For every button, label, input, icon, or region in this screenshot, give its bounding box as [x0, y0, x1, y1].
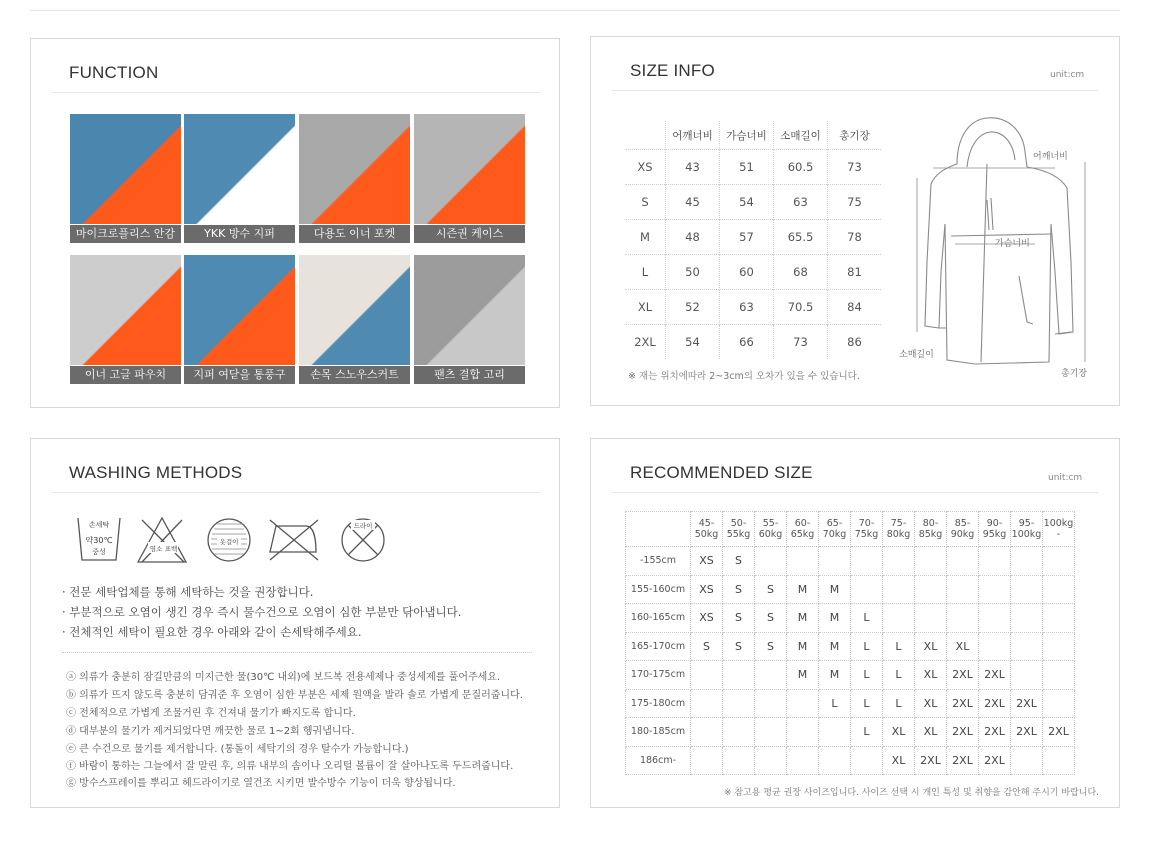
jacket-hood-outline	[957, 118, 1027, 167]
size-label: S	[625, 185, 666, 220]
weight-header	[755, 512, 787, 547]
size-header-length: 총기장	[828, 121, 882, 150]
recommended-cell: XL	[915, 632, 947, 661]
height-label: -155cm	[626, 547, 691, 576]
weight-header	[723, 512, 755, 547]
size-info-title: SIZE INFO	[630, 61, 715, 80]
recommended-cell	[947, 547, 979, 576]
recommended-cell: 2XL	[979, 718, 1011, 747]
washing-step-g: ⓖ 방수스프레이를 뿌리고 헤드라이기로 열건조 시키면 발수방수 기능이 더욱 향상됩니다.	[66, 778, 456, 789]
size-value: 81	[828, 255, 882, 290]
weight-header-line1: 65-	[826, 518, 843, 529]
weight-header	[1011, 512, 1043, 547]
recommended-cell	[1011, 746, 1043, 775]
recommended-cell	[1043, 689, 1075, 718]
washing-icons	[72, 512, 392, 570]
weight-header-line2: 90kg	[950, 529, 975, 540]
weight-header	[691, 512, 723, 547]
recommended-cell	[979, 632, 1011, 661]
recommended-unit: unit:cm	[1048, 473, 1083, 483]
size-header-shoulder: 어깨너비	[666, 121, 720, 150]
recommended-cell: S	[723, 547, 755, 576]
recommended-cell: 2XL	[1011, 689, 1043, 718]
washing-bullet-2: · 부분적으로 오염이 생긴 경우 즉시 물수건으로 오염이 심한 부분만 닦아냅니다.	[62, 605, 462, 619]
recommended-cell	[883, 575, 915, 604]
function-photo	[184, 114, 295, 224]
weight-header-line2: -	[1056, 529, 1061, 540]
recommended-cell: L	[851, 632, 883, 661]
recommended-cell: 2XL	[947, 689, 979, 718]
size-value: 63	[720, 290, 774, 325]
size-value: 57	[720, 220, 774, 255]
recommended-cell	[755, 661, 787, 690]
jacket-chest-seam	[951, 234, 1051, 236]
size-value: 65.5	[774, 220, 828, 255]
recommended-cell: S	[723, 604, 755, 633]
washing-step-d: ⓓ 대부분의 물기가 제거되었다면 깨끗한 물로 1~2회 헹궈냅니다.	[66, 726, 355, 737]
function-photo	[299, 255, 410, 365]
size-row	[625, 185, 881, 220]
diagram-label-length: 총기장	[1061, 369, 1088, 379]
function-title: FUNCTION	[69, 63, 159, 82]
recommended-cell	[691, 689, 723, 718]
size-value: 84	[828, 290, 882, 325]
function-photo	[414, 114, 525, 224]
weight-header-line2: 75kg	[854, 529, 879, 540]
recommended-cell	[915, 547, 947, 576]
recommended-cell: M	[787, 575, 819, 604]
weight-header	[915, 512, 947, 547]
recommended-cell	[755, 718, 787, 747]
jacket-zipper	[981, 164, 987, 362]
dry-hanger-label: 옷걸이	[219, 538, 239, 546]
function-caption: 시즌권 케이스	[414, 225, 525, 243]
size-value: 73	[774, 325, 828, 360]
washing-step-b: ⓑ 의류가 뜨지 않도록 충분히 담궈준 후 오염이 심한 부분은 세제 원액을 발라 솔로 가볍게 문질러줍니다.	[66, 690, 523, 701]
recommended-note: ※ 참고용 평균 권장 사이즈입니다. 사이즈 선택 시 개인 특성 및 취향을 감안해 주시기 바랍니다.	[724, 788, 1099, 798]
recommended-cell: XL	[883, 718, 915, 747]
recommended-cell	[787, 746, 819, 775]
recommended-row	[626, 632, 1075, 661]
function-title-underline	[52, 92, 540, 93]
recommended-cell: L	[851, 661, 883, 690]
recommended-cell	[1043, 547, 1075, 576]
recommended-cell	[787, 547, 819, 576]
recommended-cell	[787, 689, 819, 718]
recommended-cell	[787, 718, 819, 747]
size-value: 75	[828, 185, 882, 220]
function-tile	[414, 255, 525, 384]
recommended-cell	[1011, 575, 1043, 604]
function-tile	[299, 114, 410, 243]
function-photo	[70, 255, 181, 365]
function-tile	[184, 255, 295, 384]
recommended-cell: XL	[883, 746, 915, 775]
function-caption: 마이크로플리스 안감	[70, 225, 181, 243]
height-label: 165-170cm	[626, 632, 691, 661]
weight-header-line1: 70-	[858, 518, 875, 529]
height-label: 186cm-	[626, 746, 691, 775]
size-value: 66	[720, 325, 774, 360]
recommended-cell: 2XL	[1011, 718, 1043, 747]
weight-header	[947, 512, 979, 547]
weight-header	[851, 512, 883, 547]
recommended-cell: 2XL	[947, 661, 979, 690]
size-info-note: ※ 재는 위치에따라 2~3cm의 오차가 있을 수 있습니다.	[628, 371, 860, 382]
recommended-cell	[915, 575, 947, 604]
size-value: 54	[720, 185, 774, 220]
recommended-cell: 2XL	[947, 718, 979, 747]
recommended-cell	[883, 604, 915, 633]
washing-bullet-1: · 전문 세탁업체를 통해 세탁하는 것을 권장합니다.	[62, 585, 314, 599]
recommended-cell: S	[691, 632, 723, 661]
size-row	[625, 255, 881, 290]
jacket-diagram	[895, 112, 1110, 382]
recommended-row	[626, 718, 1075, 747]
recommended-cell: M	[819, 604, 851, 633]
recommended-cell: L	[883, 632, 915, 661]
recommended-cell	[723, 746, 755, 775]
size-row	[625, 220, 881, 255]
weight-header	[883, 512, 915, 547]
hand-wash-temp: 약30℃	[85, 536, 113, 545]
recommended-cell	[1043, 575, 1075, 604]
weight-header-line2: 65kg	[790, 529, 815, 540]
recommended-cell: S	[755, 604, 787, 633]
height-label: 180-185cm	[626, 718, 691, 747]
weight-header-line1: 45-	[698, 518, 715, 529]
size-label: XS	[625, 150, 666, 185]
dry-clean-label: 드라이	[353, 522, 373, 530]
recommended-cell	[883, 547, 915, 576]
recommended-cell: XL	[915, 661, 947, 690]
recommended-cell	[819, 718, 851, 747]
recommended-cell: XL	[915, 718, 947, 747]
recommended-cell: 2XL	[979, 689, 1011, 718]
recommended-cell	[1043, 661, 1075, 690]
weight-header-line2: 85kg	[918, 529, 943, 540]
recommended-cell	[851, 547, 883, 576]
recommended-cell	[1011, 661, 1043, 690]
diagram-label-shoulder: 어깨너비	[1033, 152, 1068, 162]
recommended-cell: M	[819, 632, 851, 661]
jacket-left-sleeve	[925, 164, 957, 328]
weight-header	[787, 512, 819, 547]
recommended-cell: 2XL	[915, 746, 947, 775]
recommended-cell	[723, 661, 755, 690]
recommended-cell	[691, 718, 723, 747]
washing-divider	[62, 652, 532, 653]
recommended-cell	[755, 547, 787, 576]
recommended-cell: L	[819, 689, 851, 718]
recommended-cell	[1043, 604, 1075, 633]
weight-header-line1: 95-	[1018, 518, 1035, 529]
recommended-row	[626, 689, 1075, 718]
recommended-cell: S	[755, 575, 787, 604]
function-caption: 팬츠 결합 고리	[414, 366, 525, 384]
function-photo	[414, 255, 525, 365]
recommended-cell	[819, 547, 851, 576]
height-label: 170-175cm	[626, 661, 691, 690]
recommended-cell	[1043, 632, 1075, 661]
weight-header-line1: 90-	[986, 518, 1003, 529]
weight-header-line2: 70kg	[822, 529, 847, 540]
recommended-cell: M	[787, 661, 819, 690]
hand-wash-label: 손세탁	[88, 521, 110, 529]
recommended-cell: XS	[691, 547, 723, 576]
recommended-cell	[1011, 632, 1043, 661]
size-info-unit: unit:cm	[1050, 70, 1085, 80]
recommended-cell: L	[851, 689, 883, 718]
jacket-hood-inner	[967, 132, 1015, 167]
size-value: 48	[666, 220, 720, 255]
weight-header-line1: 80-	[922, 518, 939, 529]
recommended-cell	[1011, 604, 1043, 633]
weight-header	[1043, 512, 1075, 547]
weight-header-line1: 75-	[890, 518, 907, 529]
recommended-cell	[915, 604, 947, 633]
recommended-row	[626, 661, 1075, 690]
recommended-cell: 2XL	[979, 661, 1011, 690]
jacket-chest-pocket	[987, 198, 993, 230]
function-tile	[299, 255, 410, 384]
size-row	[625, 325, 881, 360]
recommended-cell: XL	[947, 632, 979, 661]
size-value: 70.5	[774, 290, 828, 325]
size-value: 78	[828, 220, 882, 255]
washing-title: WASHING METHODS	[69, 463, 243, 482]
function-caption: 이너 고글 파우치	[70, 366, 181, 384]
size-header-corner	[625, 121, 666, 150]
size-value: 54	[666, 325, 720, 360]
size-value: 68	[774, 255, 828, 290]
recommended-cell: XS	[691, 604, 723, 633]
function-tile	[184, 114, 295, 243]
weight-header-line1: 100kg	[1043, 518, 1074, 529]
recommended-cell	[723, 689, 755, 718]
size-label: L	[625, 255, 666, 290]
function-tile	[70, 255, 181, 384]
recommended-row	[626, 604, 1075, 633]
washing-step-c: ⓒ 전체적으로 가볍게 조물거린 후 건져내 물기가 빠지도록 합니다.	[66, 708, 356, 719]
size-value: 86	[828, 325, 882, 360]
recommended-cell	[851, 575, 883, 604]
weight-header-line2: 80kg	[886, 529, 911, 540]
size-value: 63	[774, 185, 828, 220]
washing-bullet-3: · 전체적인 세탁이 필요한 경우 아래와 같이 손세탁해주세요.	[62, 625, 362, 639]
weight-header-line2: 60kg	[758, 529, 783, 540]
recommended-cell: 2XL	[947, 746, 979, 775]
function-photo	[70, 114, 181, 224]
recommended-cell: L	[883, 689, 915, 718]
size-row	[625, 150, 881, 185]
weight-header	[819, 512, 851, 547]
function-photo	[184, 255, 295, 365]
size-label: XL	[625, 290, 666, 325]
no-bleach-label-b: 표백	[164, 545, 178, 553]
function-tile	[414, 114, 525, 243]
size-value: 60	[720, 255, 774, 290]
recommended-cell: M	[819, 575, 851, 604]
recommended-cell	[1043, 746, 1075, 775]
diagram-label-chest: 가슴너비	[995, 239, 1030, 249]
jacket-side-pocket	[1019, 276, 1033, 324]
function-photo	[299, 114, 410, 224]
size-value: 43	[666, 150, 720, 185]
recommended-cell: S	[723, 632, 755, 661]
recommended-cell: S	[755, 632, 787, 661]
height-label: 155-160cm	[626, 575, 691, 604]
function-caption: 다용도 이너 포켓	[299, 225, 410, 243]
recommended-cell	[755, 689, 787, 718]
size-value: 52	[666, 290, 720, 325]
washing-title-underline	[52, 492, 540, 493]
recommended-header-corner	[626, 512, 691, 547]
weight-header-line2: 95kg	[982, 529, 1007, 540]
top-divider	[30, 10, 1120, 11]
recommended-cell: M	[819, 661, 851, 690]
function-caption: 지퍼 여닫을 통풍구	[184, 366, 295, 384]
recommended-cell	[691, 661, 723, 690]
size-value: 45	[666, 185, 720, 220]
weight-header-line1: 85-	[954, 518, 971, 529]
function-caption: YKK 방수 지퍼	[184, 225, 295, 243]
recommended-cell	[691, 746, 723, 775]
recommended-cell: M	[787, 632, 819, 661]
recommended-cell	[1011, 547, 1043, 576]
size-header-chest: 가슴너비	[720, 121, 774, 150]
weight-header	[979, 512, 1011, 547]
size-header-sleeve: 소매길이	[774, 121, 828, 150]
weight-header-line2: 100kg	[1011, 529, 1042, 540]
washing-step-a: ⓐ 의류가 충분히 잠길만큼의 미지근한 물(30℃ 내외)에 보드복 전용세제나 중성세제를 풀어주세요.	[66, 672, 501, 683]
recommended-cell: XL	[915, 689, 947, 718]
recommended-cell: 2XL	[1043, 718, 1075, 747]
washing-step-e: ⓔ 큰 수건으로 물기를 제거합니다. (통돌이 세탁기의 경우 탈수가 가능합니다.)	[66, 744, 409, 755]
weight-header-line1: 60-	[794, 518, 811, 529]
recommended-row	[626, 575, 1075, 604]
recommended-cell	[851, 746, 883, 775]
recommended-row	[626, 547, 1075, 576]
height-label: 175-180cm	[626, 689, 691, 718]
recommended-cell: M	[787, 604, 819, 633]
jacket-cuffs	[939, 328, 1071, 334]
washing-step-f: ⓕ 바람이 통하는 그늘에서 잘 말린 후, 의류 내부의 솜이나 오리털 볼륨이 잘 살아나도록 두드려줍니다.	[66, 761, 514, 772]
size-info-table	[625, 121, 881, 359]
recommended-cell	[819, 746, 851, 775]
weight-header-line1: 50-	[730, 518, 747, 529]
size-value: 60.5	[774, 150, 828, 185]
recommended-cell: L	[883, 661, 915, 690]
function-tile	[70, 114, 181, 243]
recommended-cell	[755, 746, 787, 775]
weight-header-line1: 55-	[762, 518, 779, 529]
recommended-table	[625, 511, 1075, 775]
no-bleach-label-a: 염소	[149, 545, 163, 553]
recommended-cell: L	[851, 718, 883, 747]
recommended-cell: L	[851, 604, 883, 633]
recommended-title: RECOMMENDED SIZE	[630, 463, 813, 482]
size-label: 2XL	[625, 325, 666, 360]
recommended-cell	[979, 604, 1011, 633]
size-value: 73	[828, 150, 882, 185]
weight-header-line2: 55kg	[726, 529, 751, 540]
recommended-cell: 2XL	[979, 746, 1011, 775]
recommended-cell: S	[723, 575, 755, 604]
recommended-title-underline	[612, 492, 1098, 493]
recommended-cell	[947, 575, 979, 604]
recommended-cell	[979, 575, 1011, 604]
height-label: 160-165cm	[626, 604, 691, 633]
recommended-row	[626, 746, 1075, 775]
size-label: M	[625, 220, 666, 255]
weight-header-line2: 50kg	[694, 529, 719, 540]
size-value: 51	[720, 150, 774, 185]
recommended-cell	[979, 547, 1011, 576]
function-caption: 손목 스노우스커트	[299, 366, 410, 384]
size-row	[625, 290, 881, 325]
size-info-title-underline	[612, 90, 1098, 91]
size-value: 50	[666, 255, 720, 290]
hand-wash-detergent: 중성	[92, 548, 106, 556]
recommended-cell	[947, 604, 979, 633]
recommended-cell: XS	[691, 575, 723, 604]
recommended-cell	[723, 718, 755, 747]
diagram-label-sleeve: 소매길이	[899, 350, 934, 360]
